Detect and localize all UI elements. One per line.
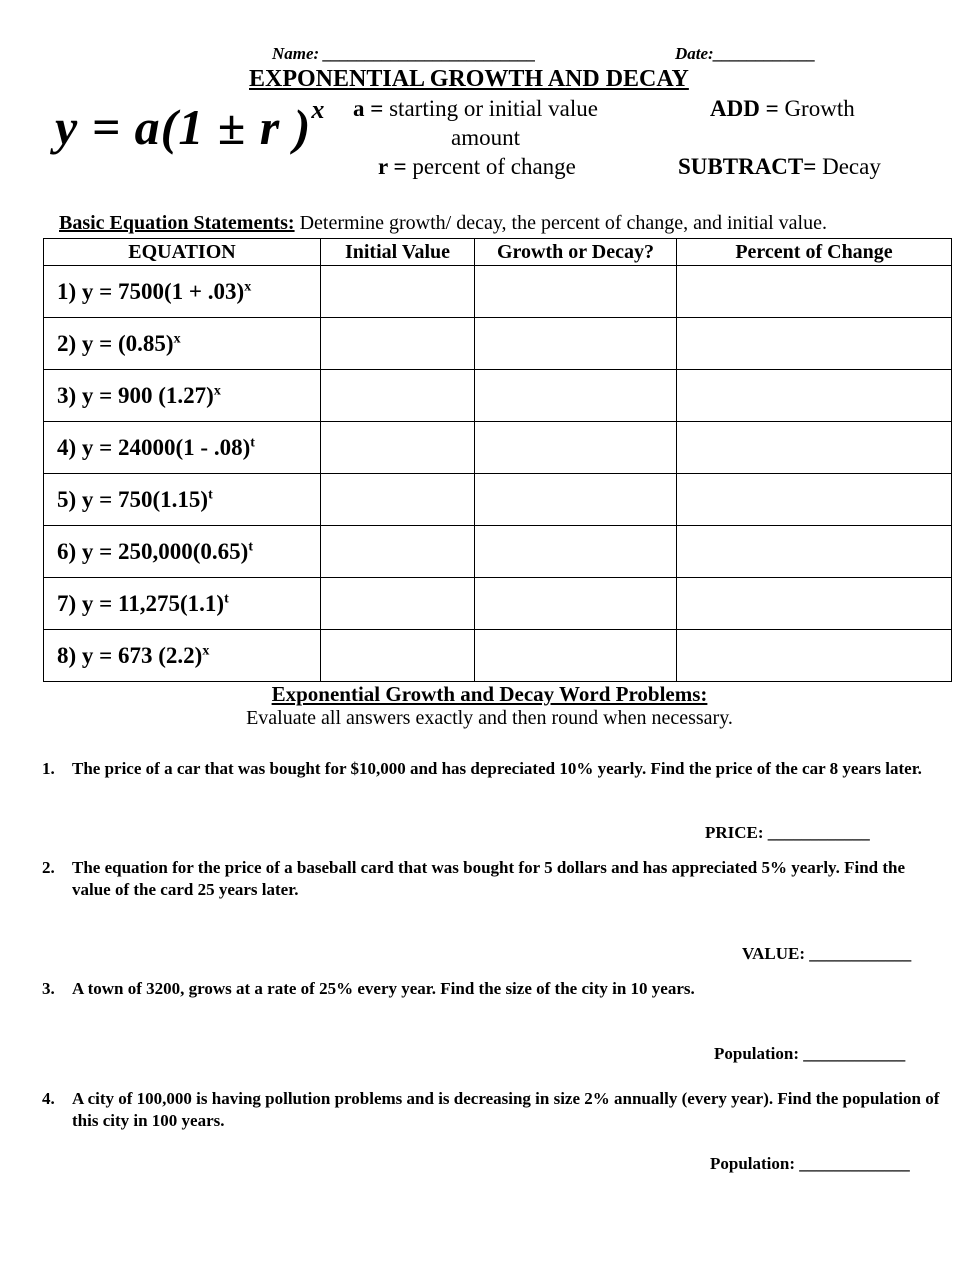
- definition-add: [710, 96, 855, 122]
- population-answer-field[interactable]: Population: _____________: [710, 1154, 910, 1173]
- equation-cell: [44, 422, 321, 474]
- equation-cell: [44, 370, 321, 422]
- problem-number: 2.: [42, 858, 55, 877]
- equation-text: 6) y = 250,000(0.65): [57, 538, 249, 564]
- equation-cell: [44, 474, 321, 526]
- instructions-label: Basic Equation Statements:: [59, 212, 295, 234]
- equation-exponent: x: [202, 642, 210, 658]
- equation-exponent: t: [208, 486, 213, 502]
- equation-exponent: x: [173, 330, 181, 346]
- growth-or-decay-cell[interactable]: [475, 526, 677, 578]
- percent-of-change-cell[interactable]: [677, 526, 952, 578]
- equation-cell: [44, 526, 321, 578]
- growth-or-decay-cell[interactable]: [475, 266, 677, 318]
- initial-value-cell[interactable]: [321, 266, 475, 318]
- equation-exponent: t: [224, 590, 229, 606]
- formula-exponent: x: [311, 95, 326, 125]
- percent-of-change-cell[interactable]: [677, 370, 952, 422]
- equation-cell: [44, 318, 321, 370]
- basic-equation-instructions: [59, 212, 827, 235]
- initial-value-cell[interactable]: [321, 578, 475, 630]
- definition-add-key: ADD =: [710, 96, 779, 121]
- problem-text: A town of 3200, grows at a rate of 25% every year. Find the size of the city in 10 years.: [72, 979, 695, 998]
- equation-text: 7) y = 11,275(1.1): [57, 590, 225, 616]
- name-blank[interactable]: _________________________: [319, 44, 536, 63]
- equation-cell: [44, 266, 321, 318]
- equation-exponent: t: [250, 434, 255, 450]
- growth-or-decay-cell[interactable]: [475, 318, 677, 370]
- definition-subtract: [678, 154, 881, 180]
- date-label: Date:: [675, 44, 714, 63]
- table-row: [44, 578, 952, 630]
- header-equation: EQUATION: [44, 239, 321, 266]
- word-problems-title: Exponential Growth and Decay Word Problems:: [271, 682, 708, 706]
- table-row: [44, 318, 952, 370]
- word-problems-subtitle: Evaluate all answers exactly and then round when necessary.: [246, 707, 733, 729]
- formula-base: y = a(1 ± r ): [55, 99, 312, 155]
- problem-text: The equation for the price of a baseball card that was bought for 5 dollars and has appreciated 5% yearly. Find the value of the card 25 years later.: [72, 858, 906, 899]
- definition-a-continued: amount: [451, 125, 520, 150]
- header-percent-of-change: Percent of Change: [677, 239, 952, 266]
- table-header-row: [44, 239, 952, 266]
- equation-exponent: t: [248, 538, 254, 554]
- equation-cell: [44, 578, 321, 630]
- growth-or-decay-cell[interactable]: [475, 370, 677, 422]
- growth-or-decay-cell[interactable]: [475, 630, 677, 682]
- initial-value-cell[interactable]: [321, 630, 475, 682]
- table-row: [44, 422, 952, 474]
- percent-of-change-cell[interactable]: [677, 422, 952, 474]
- equation-exponent: x: [244, 278, 252, 294]
- percent-of-change-cell[interactable]: [677, 266, 952, 318]
- percent-of-change-cell[interactable]: [677, 578, 952, 630]
- instructions-text: Determine growth/ decay, the percent of change, and initial value.: [294, 212, 827, 234]
- initial-value-cell[interactable]: [321, 370, 475, 422]
- problem-number: 3.: [42, 979, 55, 998]
- equation-text: 2) y = (0.85): [57, 330, 174, 356]
- definition-subtract-key: SUBTRACT=: [678, 154, 817, 179]
- name-label: Name:: [272, 44, 320, 63]
- growth-or-decay-cell[interactable]: [475, 578, 677, 630]
- page-title: EXPONENTIAL GROWTH AND DECAY: [249, 66, 689, 92]
- table-row: [44, 526, 952, 578]
- equation-text: 1) y = 7500(1 + .03): [57, 278, 245, 304]
- percent-of-change-cell[interactable]: [677, 474, 952, 526]
- initial-value-cell[interactable]: [321, 318, 475, 370]
- table-row: [44, 266, 952, 318]
- problem-number: 1.: [42, 759, 55, 778]
- equation-text: 5) y = 750(1.15): [57, 486, 209, 512]
- header-growth-or-decay: Growth or Decay?: [475, 239, 677, 266]
- date-blank[interactable]: ____________: [713, 44, 816, 63]
- table-row: [44, 474, 952, 526]
- price-answer-field[interactable]: PRICE: ____________: [705, 823, 870, 842]
- definition-a-text: starting or initial value: [383, 96, 598, 121]
- percent-of-change-cell[interactable]: [677, 318, 952, 370]
- problem-text: A city of 100,000 is having pollution problems and is decreasing in size 2% annually (every year). Find the population of this city in 100 years.: [72, 1089, 940, 1130]
- definition-r-text: percent of change: [406, 154, 576, 179]
- definition-r: [378, 154, 576, 180]
- equation-cell: [44, 630, 321, 682]
- definition-add-text: Growth: [778, 96, 855, 121]
- table-row: [44, 630, 952, 682]
- equation-text: 3) y = 900 (1.27): [57, 382, 214, 408]
- date-field[interactable]: [675, 44, 816, 64]
- population-answer-field[interactable]: Population: ____________: [714, 1044, 906, 1063]
- percent-of-change-cell[interactable]: [677, 630, 952, 682]
- problem-text: The price of a car that was bought for $10,000 and has depreciated 10% yearly. Find the price of the car 8 years later.: [72, 759, 922, 778]
- growth-or-decay-cell[interactable]: [475, 422, 677, 474]
- definition-r-key: r =: [378, 154, 407, 179]
- growth-or-decay-cell[interactable]: [475, 474, 677, 526]
- equation-exponent: x: [213, 382, 221, 398]
- initial-value-cell[interactable]: [321, 422, 475, 474]
- table-row: [44, 370, 952, 422]
- value-answer-field[interactable]: VALUE: ____________: [742, 944, 912, 963]
- equation-text: 4) y = 24000(1 - .08): [57, 434, 251, 460]
- initial-value-cell[interactable]: [321, 526, 475, 578]
- equation-table: [43, 238, 952, 682]
- name-field[interactable]: [272, 44, 536, 64]
- definition-a: [353, 96, 598, 122]
- header-initial-value: Initial Value: [321, 239, 475, 266]
- definition-subtract-text: Decay: [816, 154, 881, 179]
- definition-a-key: a =: [353, 96, 384, 121]
- problem-number: 4.: [42, 1089, 55, 1108]
- initial-value-cell[interactable]: [321, 474, 475, 526]
- exponential-formula: [55, 95, 326, 156]
- equation-text: 8) y = 673 (2.2): [57, 642, 203, 668]
